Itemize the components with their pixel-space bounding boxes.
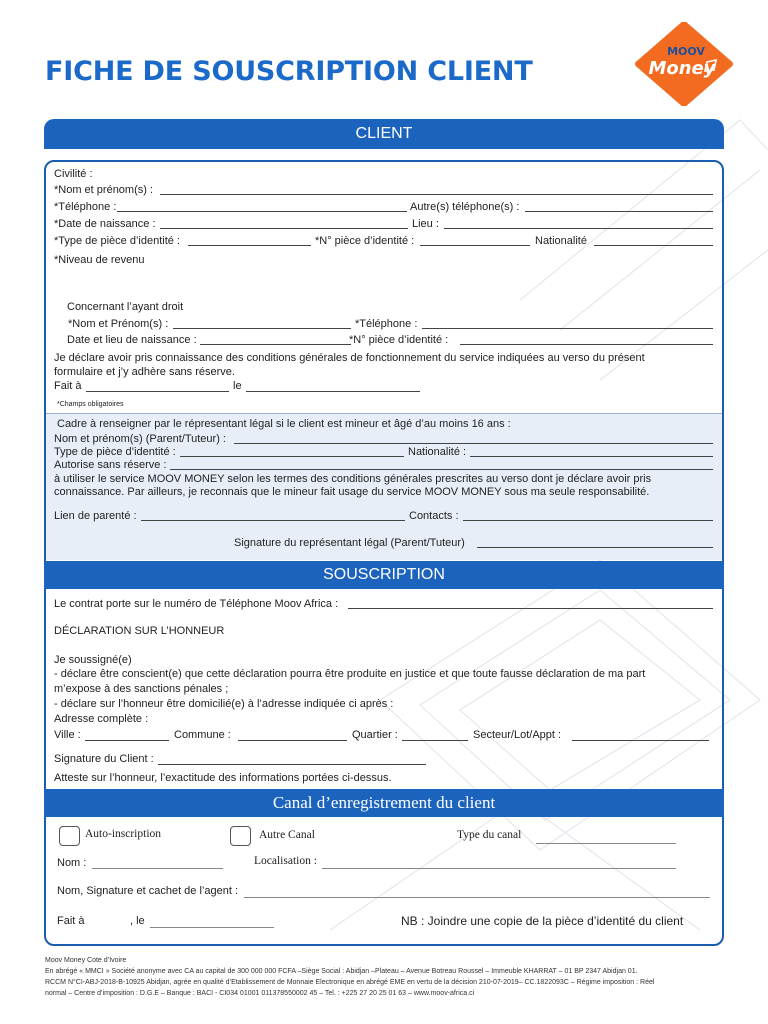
nb-note: NB : Joindre une copie de la pièce d’identité du client xyxy=(401,914,684,928)
champs-obligatoires-note: *Champs obligatoires xyxy=(57,401,124,408)
ville-label: Ville : xyxy=(54,729,81,741)
nationalite-label: Nationalité xyxy=(535,235,587,247)
date-naissance-label: *Date de naissance : xyxy=(54,218,156,230)
localisation-field[interactable] xyxy=(322,868,676,869)
legal-nom-field[interactable] xyxy=(234,443,713,444)
legal-autorise-field[interactable] xyxy=(170,469,713,470)
legal-nationalite-field[interactable] xyxy=(470,456,713,457)
quartier-label: Quartier : xyxy=(352,729,398,741)
canal-le-label: , le xyxy=(130,915,145,927)
autres-telephones-label: Autre(s) téléphone(s) : xyxy=(410,201,520,213)
lien-parente-label: Lien de parenté : xyxy=(54,510,137,522)
le-label: le xyxy=(233,380,242,392)
signature-client-label: Signature du Client : xyxy=(54,753,154,765)
logo-main-text: Money xyxy=(648,58,716,79)
commune-field[interactable] xyxy=(238,740,347,741)
footer-line-2: En abrégé « MMCI » Société anonyme avec CA au capital de 300 000 000 FCFA –Siège Social : Abidjan –Plateau – Avenue Botreau Roussel – Immeuble KHARRAT – 01 BP 2347 Abidjan 01. xyxy=(45,968,638,975)
canal-date-field[interactable] xyxy=(150,927,274,928)
legal-signature-label: Signature du représentant légal (Parent/Tuteur) xyxy=(234,537,465,549)
legal-nationalite-label: Nationalité : xyxy=(408,446,467,458)
legal-text-line-2: connaissance. Par ailleurs, je reconnais que le mineur fait usage du service MOOV MONEY sous ma seule responsabilité. xyxy=(54,486,650,498)
ayant-droit-date-field[interactable] xyxy=(200,344,351,345)
logo-top-text: MOOV xyxy=(667,45,705,58)
lieu-field[interactable] xyxy=(444,228,713,229)
ville-field[interactable] xyxy=(85,740,169,741)
ayant-droit-date-label: Date et lieu de naissance : xyxy=(67,334,197,346)
autre-canal-label: Autre Canal xyxy=(259,829,315,841)
civilite-label: Civilité : xyxy=(54,168,93,180)
declaration-line-1: Je déclare avoir pris connaissance des conditions générales de fonctionnement du service indiquées au verso du présent xyxy=(54,352,645,364)
num-piece-label: *N° pièce d’identité : xyxy=(315,235,415,247)
legal-text-line-1: à utiliser le service MOOV MONEY selon les termes des conditions générales prescrites au verso dont je déclare avoir pris xyxy=(54,473,652,485)
moov-money-logo xyxy=(634,22,734,106)
date-naissance-field[interactable] xyxy=(160,228,408,229)
declaration-line-2: formulaire et j’y adhère sans réserve. xyxy=(54,366,235,378)
declaration-point-1b: m’expose à des sanctions pénales ; xyxy=(54,683,229,695)
contrat-telephone-field[interactable] xyxy=(348,608,713,609)
type-piece-label: *Type de pièce d’identité : xyxy=(54,235,180,247)
atteste-text: Atteste sur l’honneur, l’exactitude des informations portées ci-dessus. xyxy=(54,772,392,784)
niveau-revenu-label: *Niveau de revenu xyxy=(54,254,145,266)
declaration-point-2: - déclare sur l’honneur être domicilié(e) à l’adresse indiquée ci après : xyxy=(54,698,394,710)
autres-telephones-field[interactable] xyxy=(525,211,713,212)
lien-parente-field[interactable] xyxy=(141,520,405,521)
canal-fait-a-label: Fait à xyxy=(57,915,85,927)
localisation-label: Localisation : xyxy=(254,855,317,867)
legal-intro: Cadre à renseigner par le répresentant légal si le client est mineur et âgé d’au moins 16 ans : xyxy=(57,418,511,430)
quartier-field[interactable] xyxy=(402,740,468,741)
fait-a-label: Fait à xyxy=(54,380,82,392)
type-piece-field[interactable] xyxy=(188,245,311,246)
ayant-droit-nom-label: *Nom et Prénom(s) : xyxy=(68,318,169,330)
auto-inscription-label: Auto-inscription xyxy=(85,828,162,840)
canal-nom-label: Nom : xyxy=(57,857,87,869)
footer-line-1: Moov Money Cote d’Ivoire xyxy=(45,957,127,964)
nom-prenoms-label: *Nom et prénom(s) : xyxy=(54,184,154,196)
agent-field[interactable] xyxy=(244,897,710,898)
secteur-field[interactable] xyxy=(572,740,709,741)
legal-nom-label: Nom et prénom(s) (Parent/Tuteur) : xyxy=(54,433,226,445)
adresse-label: Adresse complète : xyxy=(54,713,149,725)
section-header-canal: Canal d’enregistrement du client xyxy=(44,789,724,817)
nom-prenoms-field[interactable] xyxy=(160,194,713,195)
section-header-souscription: SOUSCRIPTION xyxy=(44,561,724,589)
footer-line-4: normal – Centre d’imposition : D.G.E – Banque : BACI - CI034 01001 011378550002 45 – Tel. : +225 27 20 25 01 63 – www.moov-africa.ci xyxy=(45,990,475,997)
legal-autorise-label: Autorise sans réserve : xyxy=(54,459,167,471)
legal-type-piece-label: Type de pièce d’identité : xyxy=(54,446,176,458)
contrat-label: Le contrat porte sur le numéro de Téléphone Moov Africa : xyxy=(54,598,339,610)
nationalite-field[interactable] xyxy=(594,245,713,246)
telephone-field[interactable] xyxy=(117,211,407,212)
footer-line-3: RCCM N°CI-ABJ-2018-B-10925 Abidjan, agrée en qualité d’Etablissement de Monnaie Electronique en abrégé EME en vertu de la décision 210-07-2019– CC.1822093C – Régime imposition : Réel xyxy=(45,979,655,986)
num-piece-field[interactable] xyxy=(420,245,530,246)
page-title: FICHE DE SOUSCRIPTION CLIENT xyxy=(45,56,533,87)
legal-type-piece-field[interactable] xyxy=(180,456,404,457)
ayant-droit-nom-field[interactable] xyxy=(173,328,351,329)
declaration-honneur-title: DÉCLARATION SUR L’HONNEUR xyxy=(54,625,225,637)
telephone-label: *Téléphone : xyxy=(54,201,117,213)
ayant-droit-piece-label: *N° pièce d’identité : xyxy=(349,334,449,346)
ayant-droit-piece-field[interactable] xyxy=(460,344,713,345)
signature-client-field[interactable] xyxy=(158,764,426,765)
autre-canal-checkbox[interactable] xyxy=(230,826,251,846)
lieu-label: Lieu : xyxy=(412,218,439,230)
auto-inscription-checkbox[interactable] xyxy=(59,826,80,846)
section-header-client: CLIENT xyxy=(44,119,724,149)
contacts-label: Contacts : xyxy=(409,510,459,522)
fait-a-field[interactable] xyxy=(86,391,229,392)
agent-label: Nom, Signature et cachet de l’agent : xyxy=(57,885,238,897)
declaration-point-1a: - déclare être conscient(e) que cette déclaration pourra être produite en justice et que toute fausse déclaration de ma part xyxy=(54,668,646,680)
le-field[interactable] xyxy=(246,391,420,392)
ayant-droit-heading: Concernant l’ayant droit xyxy=(67,301,184,313)
canal-nom-field[interactable] xyxy=(92,868,223,869)
legal-signature-field[interactable] xyxy=(477,547,713,548)
contacts-field[interactable] xyxy=(463,520,713,521)
commune-label: Commune : xyxy=(174,729,231,741)
secteur-label: Secteur/Lot/Appt : xyxy=(473,729,562,741)
ayant-droit-tel-field[interactable] xyxy=(422,328,713,329)
type-canal-label: Type du canal xyxy=(457,829,522,841)
soussigne-label: Je soussigné(e) xyxy=(54,654,132,666)
ayant-droit-tel-label: *Téléphone : xyxy=(355,318,418,330)
type-canal-field[interactable] xyxy=(536,843,676,844)
